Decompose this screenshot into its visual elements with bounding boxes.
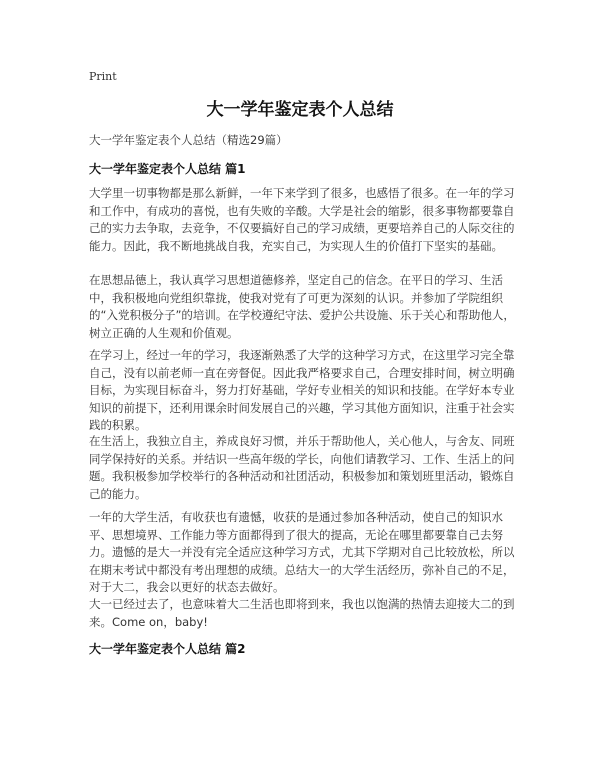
paragraph-3: 在学习上，经过一年的学习，我逐渐熟悉了大学的这种学习方式，在这里学习完全靠自己，没有以前老师一直在旁督促。因此我严格要求自己，合理安排时间，树立明确目标，为实现目标奋斗，努力打好基础，学好专业相关的知识和技能。在学好本专业知识的前提下，还利用课余时间发展自己的兴趣，学习其他方面知识，注重于社会实践的积累。 [89, 348, 515, 432]
paragraph-1: 大学里一切事物都是那么新鲜，一年下来学到了很多，也感悟了很多。在一年的学习和工作中，有成功的喜悦，也有失败的辛酸。大学是社会的缩影，很多事物都要靠自己的实力去争取，去竞争，不仅要搞好自己的学习成绩，更要培养自己的人际交往的能力。因此，我不断地挑战自我，充实自己，为实现人生的价值打下坚实的基础。 [89, 186, 515, 253]
section-heading-2: 大一学年鉴定表个人总结 篇2 [89, 642, 246, 656]
paragraph-5: 一年的大学生活，有收获也有遗憾，收获的是通过参加各种活动，使自己的知识水平、思想境界、工作能力等方面都得到了很大的提高，无论在哪里都要靠自己去努力。遗憾的是大一并没有完全适应这种学习方式，尤其下学期对自己比较放松，所以在期末考试中都没有考出理想的成绩。总结大一的大学生活经历，弥补自己的不足，对于大二，我会以更好的状态去做好。 [89, 510, 515, 594]
section-heading-1: 大一学年鉴定表个人总结 篇1 [89, 162, 246, 176]
print-label[interactable]: Print [89, 70, 117, 83]
paragraph-4: 在生活上，我独立自主，养成良好习惯，并乐于帮助他人，关心他人，与舍友、同班同学保持好的关系。并结识一些高年级的学长，向他们请教学习、工作、生活上的问题。我积极参加学校举行的各种活动和社团活动，积极参加和策划班里活动，锻炼自己的能力。 [89, 434, 515, 501]
page-title: 大一学年鉴定表个人总结 [206, 100, 394, 120]
document-subtitle: 大一学年鉴定表个人总结（精选29篇） [89, 133, 288, 147]
paragraph-6: 大一已经过去了，也意味着大二生活也即将到来，我也以饱满的热情去迎接大二的到来。Come on，baby! [89, 597, 515, 629]
paragraph-2: 在思想品德上，我认真学习思想道德修养，坚定自己的信念。在平日的学习、生活中，我积极地向党组织靠拢，使我对党有了可更为深刻的认识。并参加了学院组织的“入党积极分子”的培训。在学校遵纪守法、爱护公共设施、乐于关心和帮助他人，树立正确的人生观和价值观。 [89, 273, 515, 340]
